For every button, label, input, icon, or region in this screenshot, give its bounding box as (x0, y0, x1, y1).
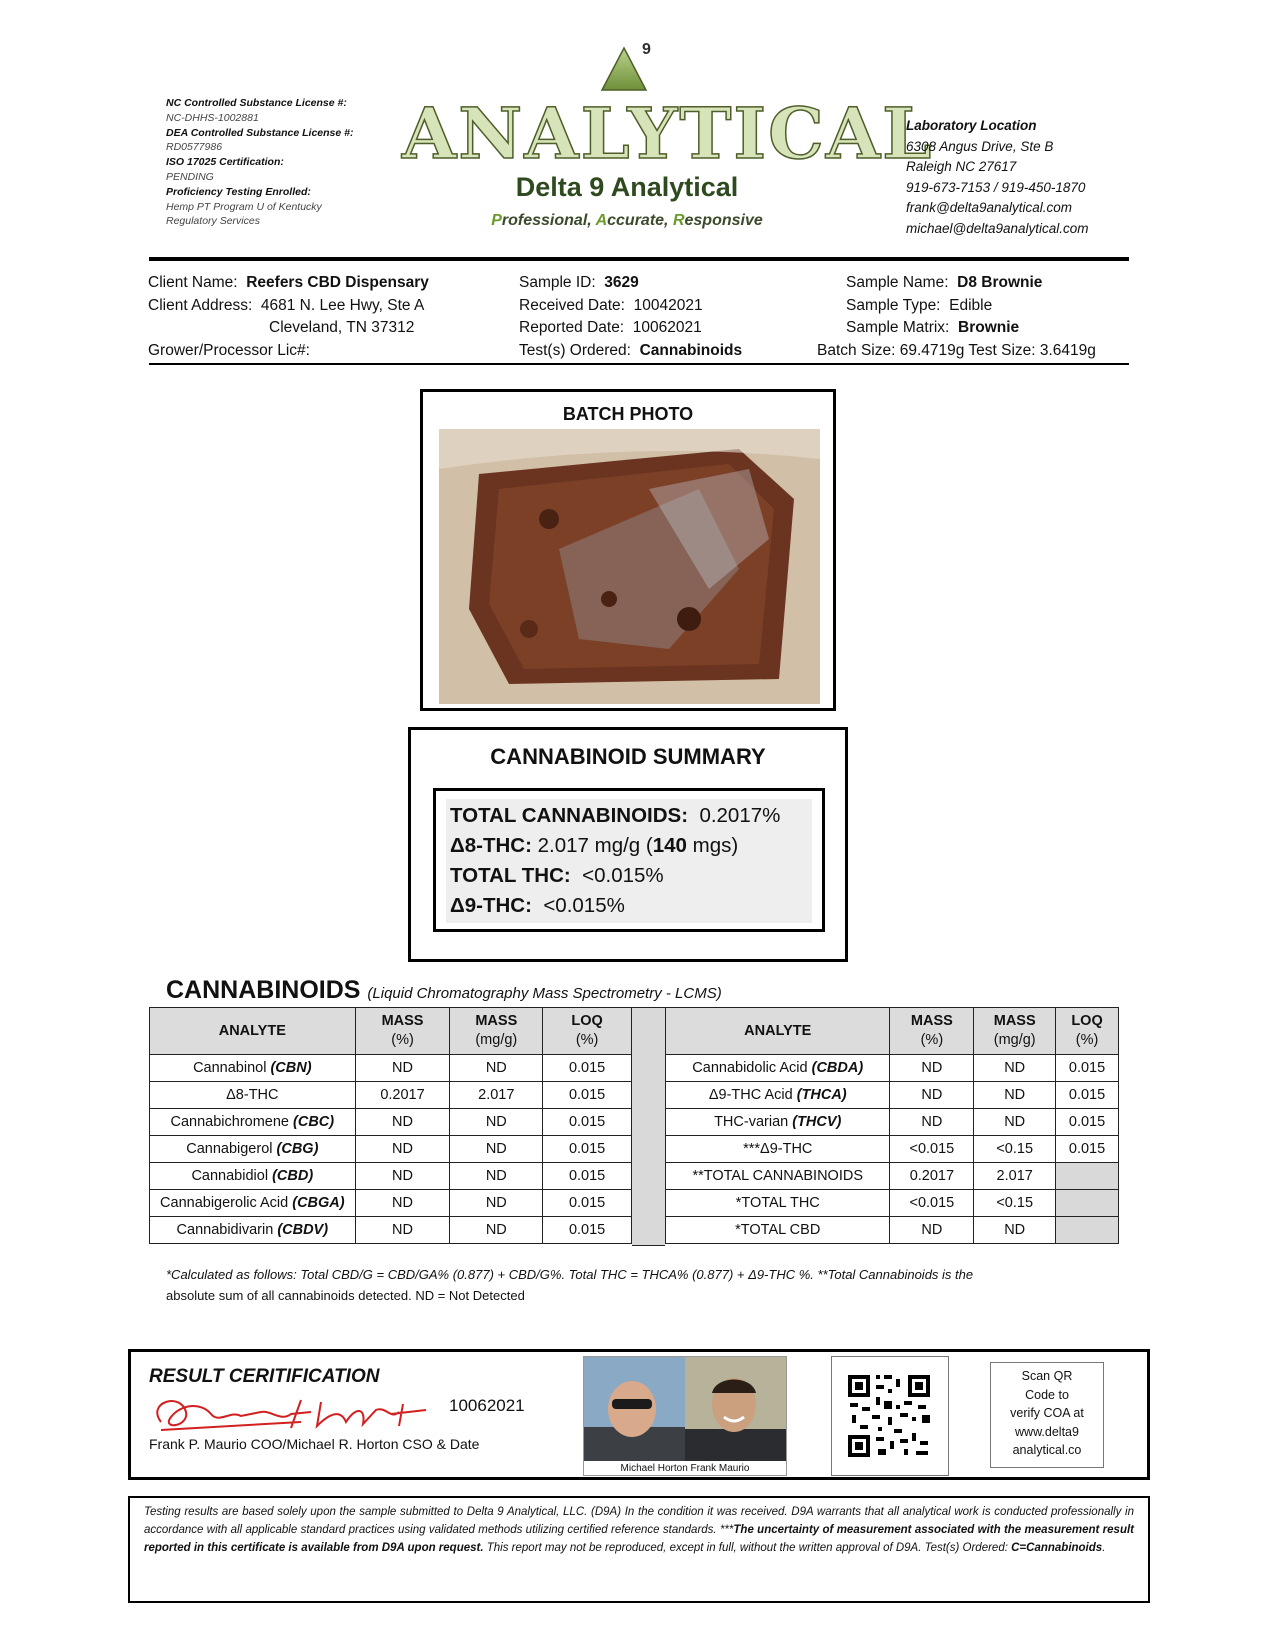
analyte-name: Cannabichromene (CBC) (150, 1109, 356, 1136)
value-pct: ND (355, 1190, 450, 1217)
value-mgg: ND (450, 1055, 543, 1082)
dea-license-value: RD0577986 (166, 141, 223, 154)
value-loq: 0.015 (1056, 1109, 1119, 1136)
value-loq: 0.015 (543, 1082, 632, 1109)
value-mgg: ND (974, 1082, 1056, 1109)
nc-license-label: NC Controlled Substance License #: (166, 97, 347, 109)
value-pct: ND (355, 1055, 450, 1082)
summary-total-thc: TOTAL THC: <0.015% (450, 864, 664, 887)
batch-photo-panel (420, 389, 836, 711)
table-row (150, 1190, 632, 1217)
value-loq: 0.015 (543, 1217, 632, 1244)
logo-company-name: Delta 9 Analytical (515, 172, 739, 202)
value-pct: ND (890, 1109, 974, 1136)
sample-name: D8 Brownie (957, 274, 1043, 291)
table-row (150, 1109, 632, 1136)
sample-dates: Sample ID: 3629 Received Date: 10042021 Reported Date: 10062021 Test(s) Ordered: Cannabinoids (519, 274, 743, 359)
sample-details: Sample Name: D8 Brownie Sample Type: Edible Sample Matrix: Brownie Batch Size: 69.4719g Test Size: 3.6419g (817, 272, 1096, 362)
analyte-name: ***Δ9-THC (666, 1136, 890, 1163)
header-divider (149, 257, 1129, 261)
col-mass-pct: MASS (%) (355, 1008, 450, 1055)
license-block (166, 96, 396, 229)
value-mgg: ND (450, 1217, 543, 1244)
value-loq: 0.015 (1056, 1055, 1119, 1082)
value-mgg: <0.15 (974, 1136, 1056, 1163)
analyte-name: THC-varian (THCV) (666, 1109, 890, 1136)
analyte-name: *TOTAL THC (666, 1190, 890, 1217)
value-mgg: 2.017 (450, 1082, 543, 1109)
reported-date: 10062021 (632, 319, 702, 336)
batch-photo-title: BATCH PHOTO (562, 404, 694, 424)
table-row (666, 1217, 1119, 1244)
value-loq (1056, 1163, 1119, 1190)
cannabinoids-table-right (665, 1007, 1119, 1244)
pt-value-2: Regulatory Services (166, 215, 260, 228)
certification-names: Frank P. Maurio COO/Michael R. Horton CSO & Date (149, 1436, 480, 1452)
value-loq: 0.015 (543, 1163, 632, 1190)
cannabinoids-table-left (149, 1007, 632, 1244)
summary-d9-thc: Δ9-THC: <0.015% (450, 894, 625, 917)
col-mass-mgg: MASS (mg/g) (450, 1008, 543, 1055)
table-row (150, 1082, 632, 1109)
logo-tagline: Professional, Accurate, Responsive (491, 212, 763, 229)
cannabinoid-summary-panel (408, 727, 848, 962)
value-pct: ND (355, 1136, 450, 1163)
value-pct: ND (890, 1055, 974, 1082)
table-row (666, 1055, 1119, 1082)
sample-type: Edible (949, 296, 993, 314)
summary-title: CANNABINOID SUMMARY (490, 744, 766, 769)
summary-d8-thc: Δ8-THC: 2.017 mg/g (140 mgs) (450, 834, 739, 857)
analyte-name: Cannabinol (CBN) (150, 1055, 356, 1082)
table-separator (632, 1007, 665, 1246)
lab-address-2: Raleigh NC 27617 (906, 159, 1017, 174)
table-row (150, 1163, 632, 1190)
iso-label: ISO 17025 Certification: (166, 156, 284, 169)
lab-heading: Laboratory Location (906, 118, 1037, 133)
col-loq-right: LOQ (%) (1056, 1008, 1119, 1055)
value-pct: 0.2017 (890, 1163, 974, 1190)
logo-wordmark: ANALYTICAL (402, 92, 934, 175)
value-loq (1056, 1190, 1119, 1217)
pt-value-1: Hemp PT Program U of Kentucky (166, 200, 322, 213)
col-mass-pct-right: MASS (%) (890, 1008, 974, 1055)
table-row (150, 1055, 632, 1082)
value-pct: ND (355, 1109, 450, 1136)
summary-total-cannabinoids: TOTAL CANNABINOIDS: 0.2017% (450, 804, 781, 827)
lab-address-1: 6308 Angus Drive, Ste B (906, 138, 1054, 154)
table-row (666, 1082, 1119, 1109)
analyte-name: **TOTAL CANNABINOIDS (666, 1163, 890, 1190)
certification-date: 10062021 (449, 1396, 525, 1415)
table-row (150, 1136, 632, 1163)
value-mgg: ND (974, 1055, 1056, 1082)
received-date: 10042021 (633, 296, 703, 314)
signatories-photo (583, 1356, 787, 1476)
client-address-1: 4681 N. Lee Hwy, Ste A (260, 296, 425, 314)
value-mgg: ND (450, 1109, 543, 1136)
value-mgg: ND (974, 1109, 1056, 1136)
value-loq: 0.015 (543, 1109, 632, 1136)
info-divider (149, 363, 1129, 365)
value-pct: 0.2017 (355, 1082, 450, 1109)
analyte-name: Cannabidolic Acid (CBDA) (666, 1055, 890, 1082)
table-row (150, 1217, 632, 1244)
brownie-photo (439, 429, 820, 704)
col-loq: LOQ (%) (543, 1008, 632, 1055)
value-pct: ND (355, 1163, 450, 1190)
value-loq (1056, 1217, 1119, 1244)
col-analyte: ANALYTE (150, 1008, 356, 1055)
tests-ordered: Cannabinoids (639, 341, 743, 359)
pt-label: Proficiency Testing Enrolled: (166, 185, 311, 198)
qr-code[interactable] (831, 1356, 949, 1476)
table-row (666, 1109, 1119, 1136)
iso-value: PENDING (166, 170, 214, 183)
analyte-name: Cannabigerolic Acid (CBGA) (150, 1190, 356, 1217)
disclaimer-panel (128, 1496, 1150, 1603)
scan-qr-instructions: Scan QR Code to verify COA at www.delta9 analytical.co (990, 1362, 1104, 1468)
analyte-name: *TOTAL CBD (666, 1217, 890, 1244)
summary-inner-box (433, 788, 825, 932)
value-pct: ND (355, 1217, 450, 1244)
value-mgg: ND (450, 1163, 543, 1190)
table-row (666, 1163, 1119, 1190)
dea-license-label: DEA Controlled Substance License #: (166, 126, 354, 139)
qr-code-icon (832, 1357, 948, 1475)
client-name: Reefers CBD Dispensary (246, 274, 429, 291)
lab-phones: 919-673-7153 / 919-450-1870 (906, 179, 1086, 195)
value-loq: 0.015 (1056, 1136, 1119, 1163)
grower-lic-label: Grower/Processor Lic#: (148, 341, 310, 359)
client-address-2: Cleveland, TN 37312 (269, 319, 415, 336)
value-loq: 0.015 (1056, 1082, 1119, 1109)
certification-title: RESULT CERITIFICATION (149, 1366, 380, 1387)
analyte-name: Cannabidiol (CBD) (150, 1163, 356, 1190)
delta-triangle-logo-icon (598, 40, 654, 94)
value-pct: ND (890, 1217, 974, 1244)
lab-email-2: michael@delta9analytical.com (906, 220, 1089, 236)
client-info: Client Name: Reefers CBD Dispensary Client Address: 4681 N. Lee Hwy, Ste A Cleveland, TN 37312 Grower/Processor Lic#: (148, 272, 429, 362)
signature-image (141, 1392, 441, 1436)
value-mgg: ND (974, 1217, 1056, 1244)
analyte-name: Cannabigerol (CBG) (150, 1136, 356, 1163)
sample-matrix: Brownie (958, 319, 1020, 336)
table-row (666, 1190, 1119, 1217)
value-pct: <0.015 (890, 1136, 974, 1163)
analyte-name: Cannabidivarin (CBDV) (150, 1217, 356, 1244)
value-mgg: ND (450, 1136, 543, 1163)
photo-caption: Michael Horton Frank Maurio (620, 1463, 750, 1474)
col-mass-mgg-right: MASS (mg/g) (974, 1008, 1056, 1055)
analyte-name: Δ9-THC Acid (THCA) (666, 1082, 890, 1109)
portrait-image (584, 1357, 786, 1461)
batch-size: Batch Size: 69.4719g Test Size: 3.6419g (817, 341, 1096, 359)
lab-email-1: frank@delta9analytical.com (906, 200, 1073, 215)
value-mgg: 2.017 (974, 1163, 1056, 1190)
lab-location (906, 116, 1206, 239)
value-pct: ND (890, 1082, 974, 1109)
result-certification-panel (128, 1349, 1150, 1480)
nc-license-value: NC-DHHS-1002881 (166, 111, 259, 124)
cannabinoids-title: CANNABINOIDS (Liquid Chromatography Mass Spectrometry - LCMS) (166, 976, 722, 1004)
disclaimer-text: Testing results are based solely upon the sample submitted to Delta 9 Analytical, LLC. (D9A) In the condition it was received. D9A warrants that all analytical work is conducted professionally in accordance with all applicable standard practices using validated methods utilizing certified reference standards. ***The uncertainty of measurement associated with the measurement result reported in this certificate is available from D9A upon request. This report may not be reproduced, except in full, without the written approval of D9A. Test(s) Ordered: C=Cannabinoids. (144, 1506, 1134, 1554)
value-loq: 0.015 (543, 1136, 632, 1163)
calculation-note: *Calculated as follows: Total CBD/G = CBD/GA% (0.877) + CBD/G%. Total THC = THCA% (0.877) + Δ9-THC %. **Total Cannabinoids is the absolute sum of all cannabinoids detected. ND = Not Detected (166, 1267, 974, 1303)
logo-superscript: 9 (642, 41, 651, 58)
analyte-name: Δ8-THC (150, 1082, 356, 1109)
col-analyte-right: ANALYTE (666, 1008, 890, 1055)
table-row (666, 1136, 1119, 1163)
sample-id: 3629 (604, 274, 639, 291)
value-pct: <0.015 (890, 1190, 974, 1217)
method-label: (Liquid Chromatography Mass Spectrometry - LCMS) (367, 985, 722, 1002)
value-mgg: <0.15 (974, 1190, 1056, 1217)
value-loq: 0.015 (543, 1190, 632, 1217)
value-loq: 0.015 (543, 1055, 632, 1082)
value-mgg: ND (450, 1190, 543, 1217)
